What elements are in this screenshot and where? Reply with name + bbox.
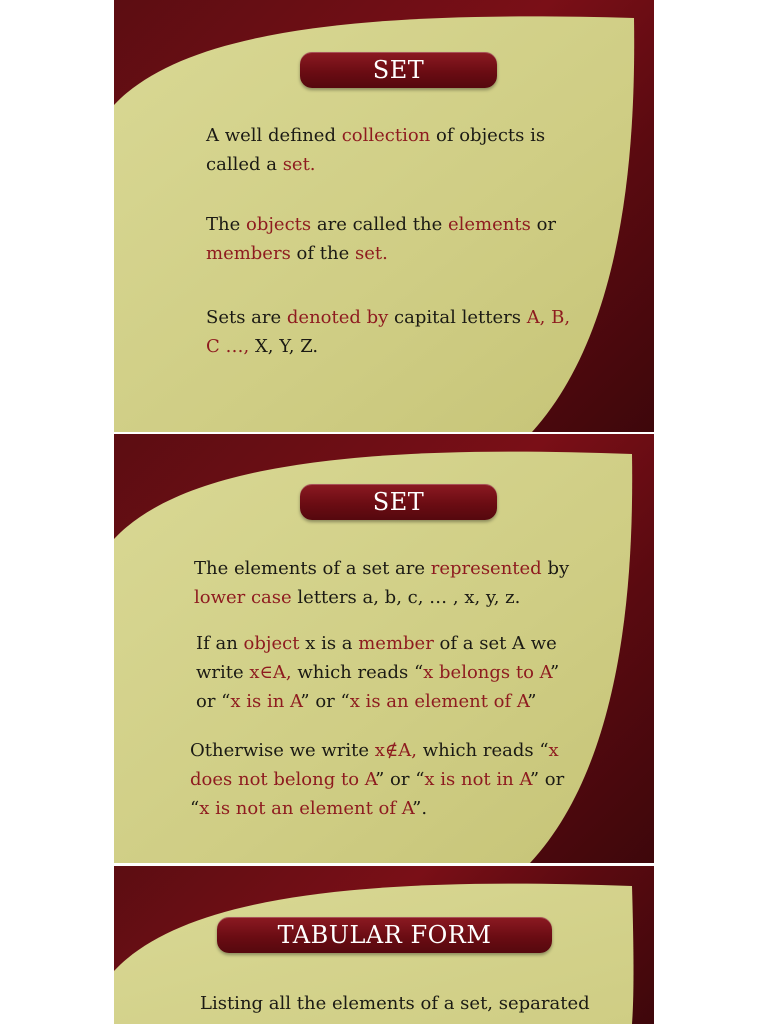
highlighted-term: x is in A — [230, 691, 301, 712]
highlighted-term: elements — [448, 214, 531, 235]
highlighted-term: member — [358, 633, 434, 654]
highlighted-term: lower case — [194, 587, 292, 608]
text-run: which reads “ — [291, 662, 424, 683]
highlighted-term: does not belong to A — [190, 769, 376, 790]
paragraph — [194, 554, 569, 612]
highlighted-term: set. — [354, 243, 388, 264]
text-run: Sets are — [206, 307, 287, 328]
text-run: “ — [190, 798, 200, 819]
highlighted-term: x∈A, — [249, 662, 292, 683]
paragraph — [200, 989, 590, 1018]
text-run: ” or — [529, 769, 565, 790]
highlighted-term: set. — [282, 154, 316, 175]
text-run: x is a — [299, 633, 359, 654]
text-run: ” or “ — [300, 691, 350, 712]
text-run: ” — [527, 691, 537, 712]
text-run: of objects is — [430, 125, 546, 146]
paragraph — [206, 210, 556, 268]
text-run: X, Y, Z. — [254, 336, 319, 357]
slide-title: SET — [300, 52, 497, 88]
text-run: A well defined — [206, 125, 342, 146]
text-run: of the — [290, 243, 355, 264]
paragraph — [190, 736, 564, 823]
highlighted-term: denoted by — [286, 307, 389, 328]
highlighted-term: x is not an element of A — [199, 798, 413, 819]
highlighted-term: A, B, — [526, 307, 571, 328]
text-run: or “ — [196, 691, 231, 712]
text-run: which reads “ — [416, 740, 549, 761]
highlighted-term: x — [548, 740, 559, 761]
text-run: called a — [206, 154, 283, 175]
text-run: The — [206, 214, 246, 235]
slide-title: SET — [300, 484, 497, 520]
slide-set-definition — [114, 0, 654, 432]
highlighted-term: C …, — [206, 336, 255, 357]
text-run: write — [196, 662, 250, 683]
text-run: If an — [196, 633, 244, 654]
text-run: ”. — [412, 798, 428, 819]
paragraph — [206, 303, 570, 361]
text-run: letters a, b, c, … , x, y, z. — [291, 587, 521, 608]
text-run: The elements of a set are — [194, 558, 431, 579]
text-run: or — [530, 214, 557, 235]
paragraph — [196, 629, 559, 716]
slide-tabular-form — [114, 866, 654, 1024]
highlighted-term: x belongs to A — [423, 662, 551, 683]
slide-set-elements — [114, 434, 654, 863]
slide-title: TABULAR FORM — [217, 917, 552, 953]
text-run: ” — [550, 662, 560, 683]
highlighted-term: collection — [341, 125, 431, 146]
text-run: ” or “ — [375, 769, 425, 790]
highlighted-term: objects — [245, 214, 312, 235]
highlighted-term: members — [206, 243, 291, 264]
highlighted-term: represented — [430, 558, 542, 579]
highlighted-term: x is an element of A — [349, 691, 528, 712]
text-run: by — [541, 558, 570, 579]
text-run: are called the — [311, 214, 448, 235]
highlighted-term: object — [243, 633, 300, 654]
text-run: Otherwise we write — [190, 740, 375, 761]
highlighted-term: x is not in A — [424, 769, 530, 790]
highlighted-term: x∉A, — [374, 740, 417, 761]
text-run: of a set A we — [433, 633, 557, 654]
text-run: Listing all the elements of a set, separated — [200, 993, 590, 1014]
paragraph — [206, 121, 545, 179]
text-run: capital letters — [388, 307, 527, 328]
